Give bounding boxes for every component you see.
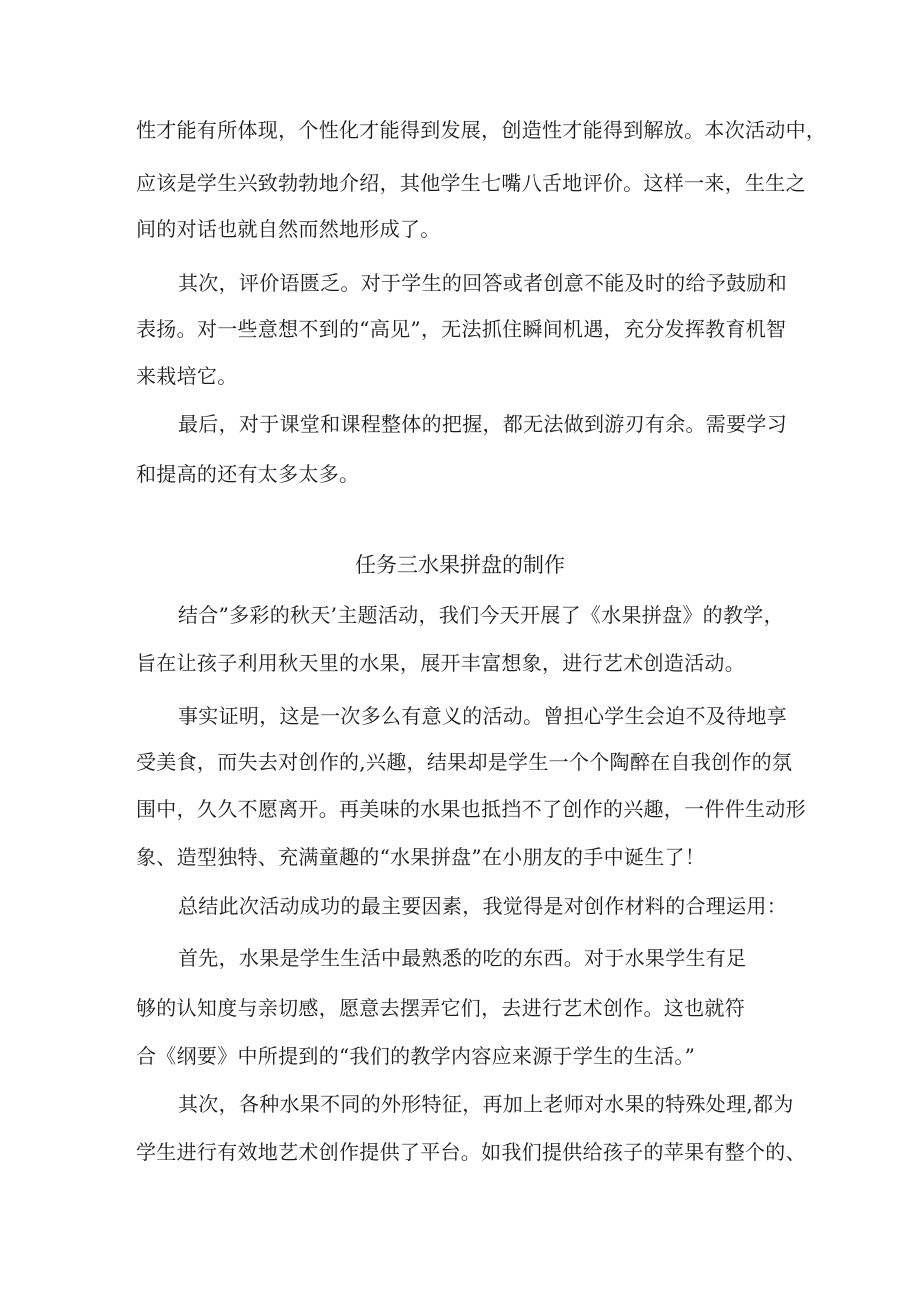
paragraph-line: 象、造型独特、充满童趣的“水果拼盘”在小朋友的手中诞生了！ — [136, 845, 706, 869]
paragraph-line: 和提高的还有太多太多。 — [136, 462, 360, 486]
paragraph-line: 其次，各种水果不同的外形特征，再加上老师对水果的特殊处理,都为 — [178, 1092, 794, 1116]
paragraph-line: 够的认知度与亲切感，愿意去摆弄它们，去进行艺术创作。这也就符 — [136, 996, 745, 1020]
section-title: 任务三水果拼盘的制作 — [355, 553, 565, 577]
paragraph-line: 其次，评价语匮乏。对于学生的回答或者创意不能及时的给予鼓励和 — [178, 271, 787, 295]
paragraph-line: 性才能有所体现，个性化才能得到发展，创造性才能得到解放。本次活动中， — [136, 118, 827, 142]
paragraph-line: 围中，久久不愿离开。再美味的水果也抵挡不了创作的兴趣，一件件生动形 — [136, 797, 806, 821]
paragraph-line: 最后，对于课堂和课程整体的把握，都无法做到游刃有余。需要学习 — [178, 412, 787, 436]
paragraph-line: 结合”多彩的秋天’主题活动，我们今天开展了《水果拼盘》的教学， — [178, 603, 784, 627]
paragraph-line: 表扬。对一些意想不到的“高见”，无法抓住瞬间机遇，充分发挥教育机智 — [136, 317, 787, 341]
paragraph-line: 间的对话也就自然而然地形成了。 — [136, 217, 441, 241]
paragraph-line: 受美食，而失去对创作的,兴趣，结果却是学生一个个陶醉在自我创作的氛 — [136, 750, 793, 774]
paragraph-line: 总结此次活动成功的最主要因素，我觉得是对创作材料的合理运用： — [178, 894, 787, 918]
paragraph-line: 合《纲要》中所提到的“我们的教学内容应来源于学生的生活。” — [136, 1044, 696, 1068]
paragraph-line: 首先，水果是学生生活中最熟悉的吃的东西。对于水果学生有足 — [178, 946, 747, 970]
paragraph-line: 旨在让孩子利用秋天里的水果，展开丰富想象，进行艺术创造活动。 — [136, 651, 745, 675]
paragraph-line: 来栽培它。 — [136, 364, 238, 388]
paragraph-line: 学生进行有效地艺术创作提供了平台。如我们提供给孩子的苹果有整个的、 — [136, 1140, 806, 1164]
paragraph-line: 应该是学生兴致勃勃地介绍，其他学生七嘴八舌地评价。这样一来，生生之 — [136, 171, 806, 195]
paragraph-line: 事实证明，这是一次多么有意义的活动。曾担心学生会迫不及待地享 — [178, 704, 787, 728]
